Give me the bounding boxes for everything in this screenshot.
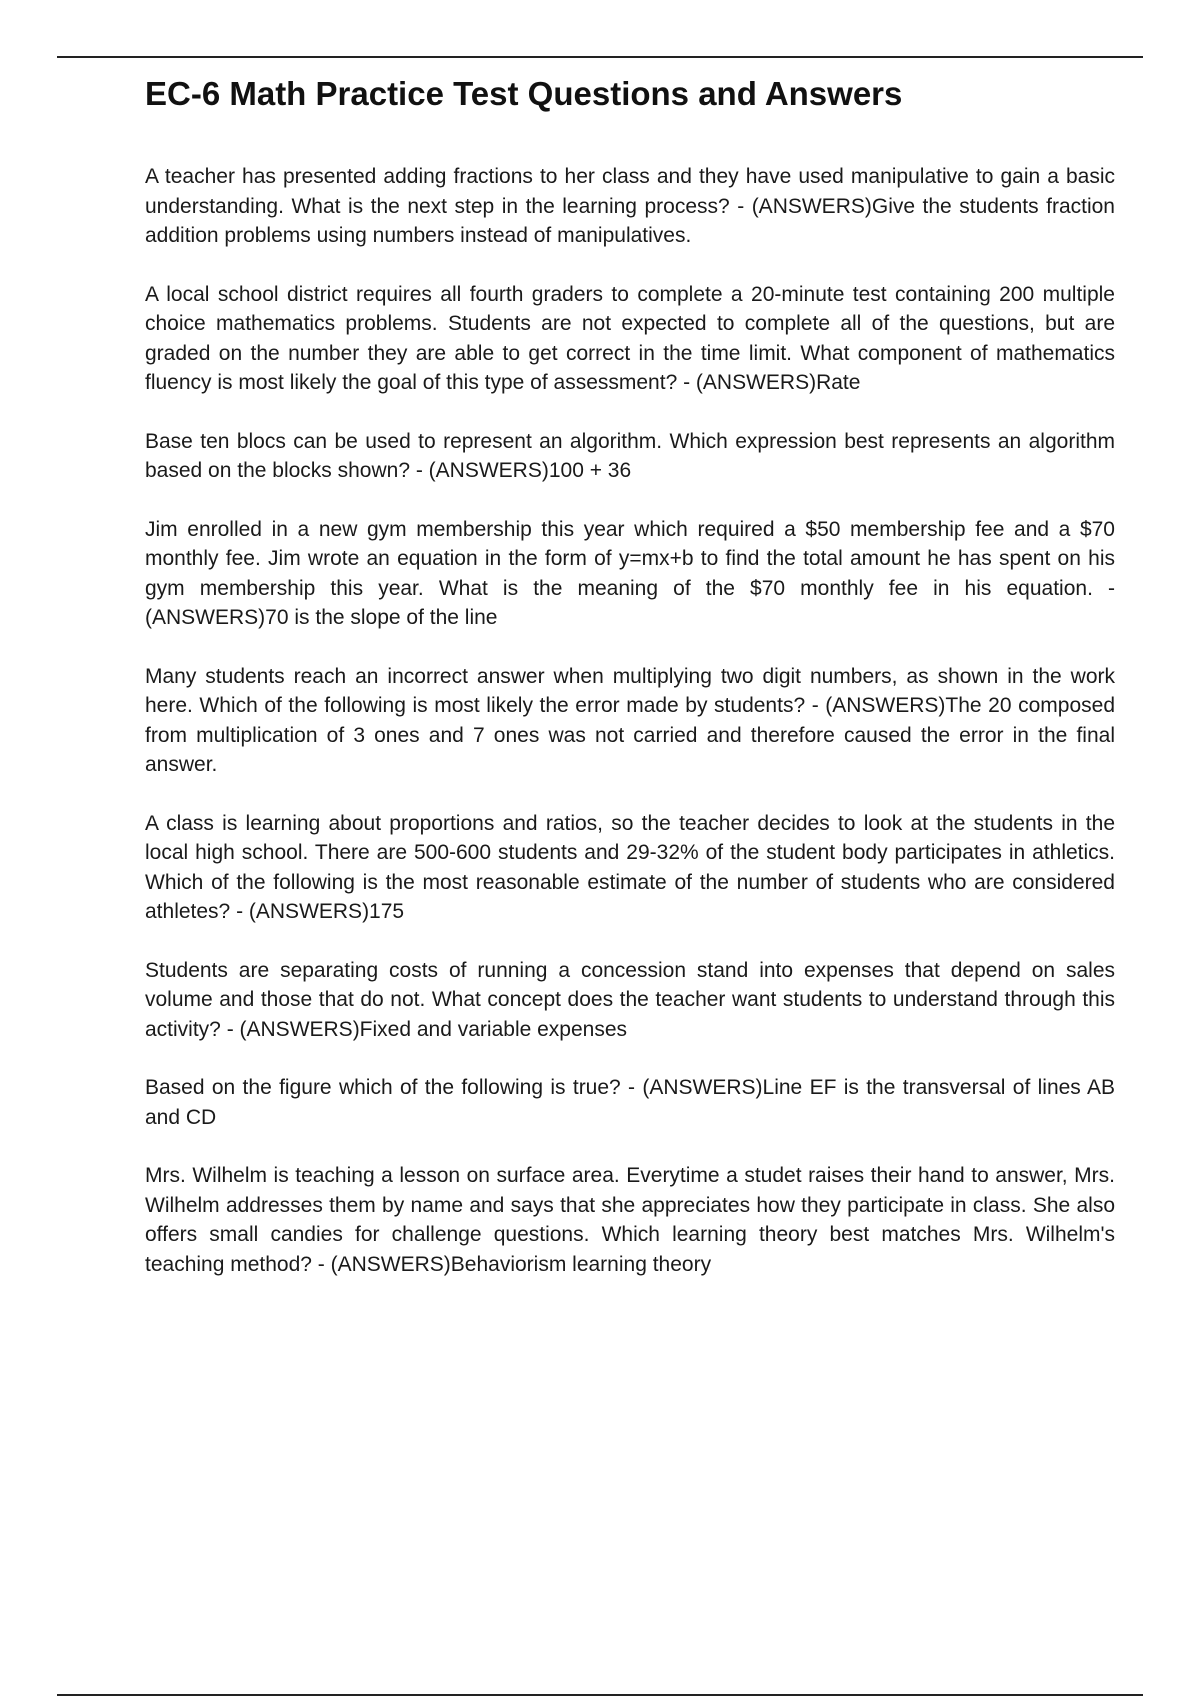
qa-item: A local school district requires all fourth graders to complete a 20-minute test containing 200 multiple choice mathematics problems. Students are not expected to complete all of the questions, but are graded on the number they are able to get correct in the time limit. What component of mathematics fluency is most likely the goal of this type of assessment? - (ANSWERS)Rate: [145, 282, 1115, 394]
document-body: [145, 72, 1115, 1308]
qa-item: Many students reach an incorrect answer when multiplying two digit numbers, as shown in the work here. Which of the following is most likely the error made by students? - (ANSWERS)The 20 composed from multiplication of 3 ones and 7 ones was not carried and therefore caused the error in the final answer.: [145, 664, 1115, 776]
qa-item: A class is learning about proportions and ratios, so the teacher decides to look at the students in the local high school. There are 500-600 students and 29-32% of the student body participates in athletics. Which of the following is the most reasonable estimate of the number of students who are considered athletes? - (ANSWERS)175: [145, 811, 1115, 923]
qa-item: A teacher has presented adding fractions to her class and they have used manipulative to gain a basic understanding. What is the next step in the learning process? - (ANSWERS)Give the students fraction addition problems using numbers instead of manipulatives.: [145, 165, 1115, 247]
qa-item: Based on the figure which of the following is true? - (ANSWERS)Line EF is the transversal of lines AB and CD: [145, 1076, 1115, 1129]
qa-item: Mrs. Wilhelm is teaching a lesson on surface area. Everytime a studet raises their hand to answer, Mrs. Wilhelm addresses them by name and says that she appreciates how they participate in class. She also offers small candies for challenge questions. Which learning theory best matches Mrs. Wilhelm's teaching method? - (ANSWERS)Behaviorism learning theory: [145, 1164, 1115, 1276]
page-title: EC-6 Math Practice Test Questions and Answers: [145, 75, 903, 112]
bottom-rule: [57, 1694, 1143, 1696]
qa-item: Base ten blocs can be used to represent an algorithm. Which expression best represents an algorithm based on the blocks shown? - (ANSWERS)100 + 36: [145, 429, 1115, 482]
top-rule: [57, 56, 1143, 58]
qa-item: Jim enrolled in a new gym membership this year which required a $50 membership fee and a $70 monthly fee. Jim wrote an equation in the form of y=mx+b to find the total amount he has spent on his gym membership this year. What is the meaning of the $70 monthly fee in his equation. - (ANSWERS)70 is the slope of the line: [145, 517, 1115, 629]
qa-item: Students are separating costs of running a concession stand into expenses that depend on sales volume and those that do not. What concept does the teacher want students to understand through this activity? - (ANSWERS)Fixed and variable expenses: [145, 958, 1115, 1041]
